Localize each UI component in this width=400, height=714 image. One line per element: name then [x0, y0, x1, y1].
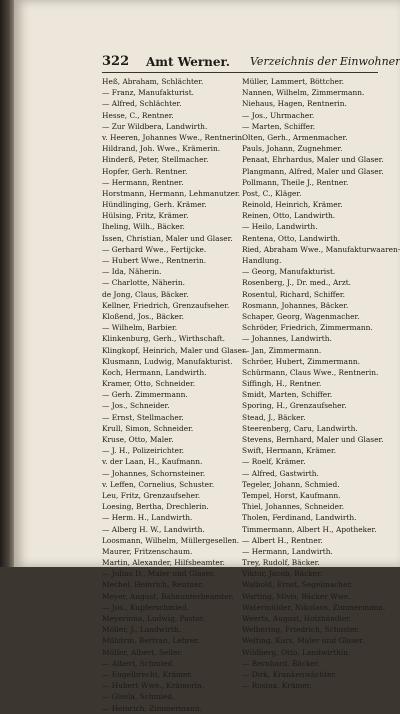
- resident-entry: — Hermann, Landwirth.: [242, 546, 333, 556]
- resident-entry: — Alberg H. W., Landwirth.: [102, 524, 205, 534]
- resident-entry: Siffingh, H., Rentner.: [242, 379, 322, 389]
- resident-entry: — Jos., Uhrmacher.: [242, 110, 315, 120]
- resident-entry: Walbold, Ernst, Segelmacher.: [242, 580, 353, 590]
- resident-entry: Mechel, Heinrich, Rentner.: [102, 580, 204, 590]
- left-column: [102, 76, 248, 713]
- resident-entry: — Johannes, Schornsteiner.: [102, 468, 206, 478]
- resident-entry: Weerts, August, Holzhändler.: [242, 614, 352, 623]
- page-title: Amt Werner.: [146, 55, 230, 69]
- resident-entry: Stead, J., Bäcker.: [242, 412, 306, 422]
- resident-entry: — Franz, Manufakturist.: [102, 88, 195, 98]
- resident-entry: — Julius D., Maler und Glaser.: [102, 569, 215, 579]
- resident-entry: Post, C., Kläger.: [242, 188, 302, 198]
- resident-entry: Viktor, Jacob, Bäcker.: [242, 569, 323, 579]
- resident-entry: Hesse, C., Rentner.: [102, 110, 174, 120]
- resident-entry: — J. H., Polizeirichter.: [102, 446, 185, 456]
- resident-entry: — Alfred, Schlächter.: [102, 99, 182, 109]
- resident-entry: Niehaus, Hagen, Rentnerin.: [242, 99, 347, 109]
- resident-entry: Watermülder, Nikolaus, Zimmermann.: [242, 602, 386, 612]
- resident-entry: Tegeler, Johann, Schmied.: [242, 479, 340, 489]
- resident-entry: Pauls, Johann, Zugnehmer.: [242, 144, 343, 154]
- resident-entry: Martin, Alexander, Hilfsbeamter.: [102, 558, 225, 568]
- resident-entry: Ried, Abraham Wwe., Manufakturwaaren-: [242, 244, 400, 254]
- resident-entry: Rosentul, Richard, Schiffer.: [242, 289, 345, 299]
- resident-entry: Loosmann, Wilhelm, Müllergesellen.: [102, 535, 240, 545]
- resident-entry: Olten, Gerh., Armenmacher.: [242, 132, 348, 142]
- resident-entry: Reinen, Otto, Landwirth.: [242, 211, 336, 221]
- resident-entry: Klingkopf, Heinrich, Maler und Glaser.: [102, 345, 248, 355]
- page-subtitle: Verzeichnis der Einwohner: [250, 55, 400, 68]
- resident-entry: Schaper, Georg, Wagenmacher.: [242, 311, 360, 321]
- resident-entry: Horstmann, Hermann, Lehmanutzer.: [102, 188, 241, 198]
- resident-entry: Krull, Simon, Schneider.: [102, 423, 194, 433]
- resident-entry: Hildrand, Joh. Wwe., Krämerin.: [102, 144, 221, 154]
- resident-entry: Leu, Fritz, Grenzaufseher.: [102, 490, 201, 500]
- resident-entry: Meyer, August, Bahnunterbeamter.: [102, 591, 234, 601]
- resident-entry: v. Heeren, Johannes Wwe., Rentnerin.: [102, 132, 245, 142]
- resident-entry: — Wilhelm, Barbier.: [102, 323, 178, 333]
- resident-entry: Hülsing, Fritz, Krämer.: [102, 211, 189, 221]
- resident-entry: Kramer, Otto, Schneider.: [102, 379, 196, 389]
- resident-entry: — Charlotte, Näherin.: [102, 278, 185, 288]
- resident-entry: Pollmann, Theile J., Rentner.: [242, 177, 349, 187]
- resident-entry: — Jos., Kupferschmied.: [102, 602, 190, 612]
- resident-entry: — Hubert Wwe., Rentnerin.: [102, 256, 207, 265]
- resident-entry: Tempel, Horst, Kaufmann.: [242, 490, 341, 500]
- resident-entry: — Georg, Manufakturist.: [242, 267, 336, 277]
- resident-entry: — Heinrich, Zimmermann.: [102, 703, 202, 713]
- resident-entry: Müller, Lammert, Böttcher.: [242, 77, 344, 86]
- resident-entry: Wildberg, Otto, Landwirthin.: [242, 647, 351, 657]
- resident-entry: Hopfer, Gerh. Rentner.: [102, 166, 188, 176]
- resident-entry: Rosenberg, J., Dr. med., Arzt.: [242, 278, 352, 288]
- resident-entry: Iheling, Wilh., Bäcker.: [102, 222, 185, 232]
- resident-entry: — Rosina, Krämer.: [242, 681, 312, 691]
- resident-entry: Heß, Abraham, Schlächter.: [102, 77, 204, 86]
- resident-entry: Kloßend, Jos., Bäcker.: [102, 311, 184, 321]
- resident-entry: — Zur Wildbera, Landwirth.: [102, 121, 208, 131]
- resident-entry: Klusmann, Ludwig, Manufakturist.: [102, 356, 233, 366]
- resident-entry: Swift, Hermann, Krämer.: [242, 446, 337, 456]
- resident-entry: — Herm. H., Landwirth.: [102, 513, 193, 523]
- resident-entry: Schröder, Friedrich, Zimmermann.: [242, 323, 373, 333]
- resident-entry: — Heilo, Landwirth.: [242, 222, 318, 232]
- resident-entry: — Gisela, Schmied.: [102, 692, 175, 702]
- header-rule: [102, 72, 378, 73]
- resident-entry: Penaat, Ehrhardus, Maler und Glaser.: [242, 155, 384, 165]
- resident-entry: — Gerh. Zimmermann.: [102, 390, 188, 400]
- resident-entry: Loesing, Bertha, Drechlerin.: [102, 502, 209, 512]
- resident-entry: Issen, Christian, Maler und Glaser.: [102, 233, 233, 243]
- resident-entry: Reinold, Heinrich, Krämer.: [242, 200, 343, 210]
- resident-entry: Kellner, Friedrich, Grenzaufseher.: [102, 300, 230, 310]
- resident-entry: v. der Laan, H., Kaufmann.: [102, 457, 203, 467]
- resident-entry: Stevens, Bernhard, Maler und Glaser.: [242, 435, 384, 444]
- resident-entry: Trey, Rudolf, Bäcker.: [242, 558, 320, 568]
- resident-entry: Timmermann, Albert H., Apotheker.: [242, 524, 377, 534]
- resident-entry: Schürmann, Claus Wwe., Rentnerin.: [242, 367, 379, 377]
- resident-entry: — Hermann, Rentner.: [102, 177, 184, 187]
- resident-entry: Warting, Mivis, Bäcker Wwe.: [242, 591, 351, 601]
- resident-entry: Nannen, Wilhelm, Zimmermann.: [242, 88, 365, 98]
- page-header: [102, 52, 400, 72]
- resident-entry: Tholen, Ferdinand, Landwirth.: [242, 513, 357, 523]
- resident-entry: — Gerhard Wwe., Fertijcke.: [102, 244, 207, 254]
- resident-entry: — Hubert Wwe., Krämerin.: [102, 681, 205, 691]
- resident-entry: Hinderß, Peter, Stellmacher.: [102, 155, 209, 165]
- resident-entry: — Marten, Schiffer.: [242, 121, 316, 131]
- resident-entry: Steerenberg, Caru, Landwirth.: [242, 423, 358, 433]
- resident-entry: Sporing, H., Grenzaufseher.: [242, 401, 347, 411]
- resident-entry: Smidt, Marten, Schiffer.: [242, 390, 333, 400]
- resident-entry: — Jan, Zimmermann.: [242, 345, 322, 355]
- resident-entry: — Engelbrecht, Krämer.: [102, 669, 193, 679]
- resident-entry: — Alfred, Gastwirth.: [242, 468, 319, 478]
- resident-entry: Kruse, Otto, Maler.: [102, 435, 174, 444]
- resident-entry: Thiel, Johannes, Schneider.: [242, 502, 345, 512]
- resident-entry: v. Leffen, Cornelius, Schuster.: [102, 479, 215, 489]
- book-spine-shadow: [0, 0, 14, 567]
- resident-entry: — Roelf, Krämer.: [242, 457, 306, 467]
- resident-entry: Handlung.: [242, 256, 282, 265]
- resident-entry: Meyerinna, Ludwig, Pastor.: [102, 614, 205, 623]
- resident-entry: Rosmann, Johannes, Bäcker.: [242, 300, 349, 310]
- resident-entry: Mülstrin, Bertran, Lehrer.: [102, 636, 200, 646]
- resident-entry: — Johannes, Landwirth.: [242, 334, 332, 344]
- resident-entry: — Bernhard, Bäcker.: [242, 658, 320, 668]
- resident-entry: Möller, J., Landwirth.: [102, 625, 182, 635]
- resident-entry: Koch, Hermann, Landwirth.: [102, 367, 207, 377]
- resident-entry: Hündlinging, Gerh. Krämer.: [102, 200, 207, 210]
- resident-entry: Welbering, Friedrich, Schuster.: [242, 625, 360, 635]
- resident-entry: — Ernst, Stellmacher.: [102, 412, 184, 422]
- resident-entry: Klinkenburg, Gerh., Wirthschaft.: [102, 334, 225, 344]
- resident-entry: Rentena, Otto, Landwirth.: [242, 233, 341, 243]
- resident-entry: Müller, Albert, Seiler.: [102, 647, 183, 657]
- right-column: [242, 76, 400, 691]
- resident-entry: — Dirk, Krankenwächter.: [242, 669, 337, 679]
- resident-entry: — Jos., Schneider.: [102, 401, 170, 411]
- page-number: 322: [102, 54, 130, 69]
- resident-entry: — Albert H., Rentner.: [242, 535, 323, 545]
- resident-entry: Welting, Kars, Maler und Glaser.: [242, 636, 365, 646]
- resident-entry: de Jong, Claus, Bäcker.: [102, 289, 189, 299]
- resident-entry: — Albert, Schmied.: [102, 658, 175, 668]
- resident-entry: Plangmann, Alfred, Maler und Glaser.: [242, 166, 384, 176]
- resident-entry: Maurer, Fritzenschaum.: [102, 546, 193, 556]
- resident-entry: — Ida, Näherin.: [102, 267, 162, 277]
- resident-entry: Schröer, Hubert, Zimmermann.: [242, 356, 360, 366]
